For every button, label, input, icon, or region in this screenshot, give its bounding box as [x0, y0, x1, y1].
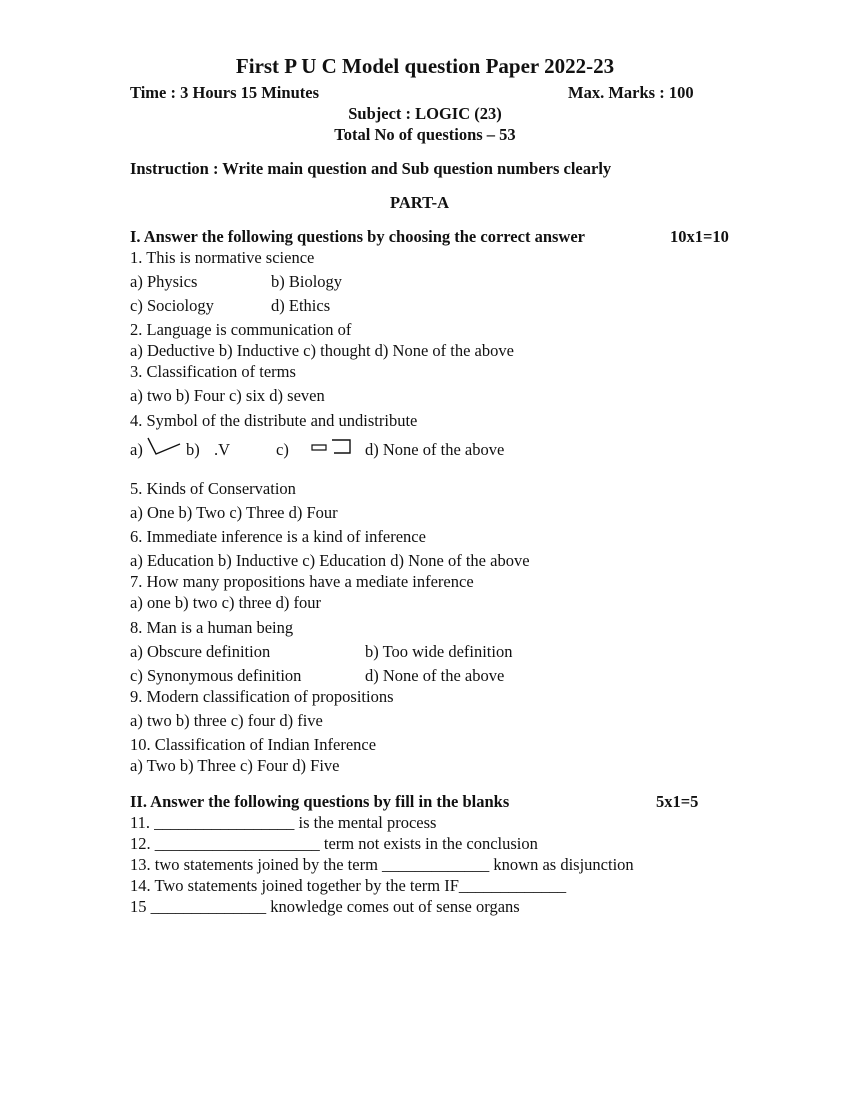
- section2-heading: II. Answer the following questions by fill in the blanks: [130, 792, 510, 811]
- q4-option-b: b): [186, 440, 200, 459]
- q1-option-c: c) Sociology: [130, 296, 214, 315]
- question-14: 14. Two statements joined together by the term IF_____________: [130, 876, 567, 895]
- q8-option-b: b) Too wide definition: [365, 642, 513, 661]
- q10-options: a) Two b) Three c) Four d) Five: [130, 756, 340, 775]
- total-questions: Total No of questions – 53: [334, 125, 516, 144]
- q8-option-c: c) Synonymous definition: [130, 666, 302, 685]
- q6-options: a) Education b) Inductive c) Education d) None of the above: [130, 551, 530, 570]
- undistribute-symbol-icon: [308, 437, 354, 457]
- question-8: 8. Man is a human being: [130, 618, 294, 637]
- question-2: 2. Language is communication of: [130, 320, 352, 339]
- question-9: 9. Modern classification of propositions: [130, 687, 394, 706]
- question-10: 10. Classification of Indian Inference: [130, 735, 377, 754]
- q1-option-a: a) Physics: [130, 272, 198, 291]
- q8-option-d: d) None of the above: [365, 666, 505, 685]
- question-11: 11. _________________ is the mental process: [130, 813, 437, 832]
- section1-heading: I. Answer the following questions by choosing the correct answer: [130, 227, 585, 246]
- q3-options: a) two b) Four c) six d) seven: [130, 386, 325, 405]
- subject-line: Subject : LOGIC (23): [348, 104, 502, 123]
- max-marks: Max. Marks : 100: [568, 83, 694, 102]
- question-6: 6. Immediate inference is a kind of inference: [130, 527, 426, 546]
- question-3: 3. Classification of terms: [130, 362, 296, 381]
- part-heading: PART-A: [390, 193, 450, 212]
- q4-option-c: c): [276, 440, 289, 459]
- question-12: 12. ____________________ term not exists in the conclusion: [130, 834, 538, 853]
- q9-options: a) two b) three c) four d) five: [130, 711, 323, 730]
- q8-option-a: a) Obscure definition: [130, 642, 271, 661]
- question-13: 13. two statements joined by the term _____________ known as disjunction: [130, 855, 634, 874]
- question-4: 4. Symbol of the distribute and undistribute: [130, 411, 418, 430]
- q4-option-d: d) None of the above: [365, 440, 505, 459]
- section2-marks: 5x1=5: [656, 792, 699, 811]
- q4-option-a: a): [130, 440, 143, 459]
- instruction: Instruction : Write main question and Sub question numbers clearly: [130, 159, 612, 178]
- q7-options: a) one b) two c) three d) four: [130, 593, 322, 612]
- question-1: 1. This is normative science: [130, 248, 315, 267]
- question-7: 7. How many propositions have a mediate inference: [130, 572, 474, 591]
- q4-option-b-symbol: .V: [214, 440, 231, 459]
- distribute-symbol-icon: [146, 436, 182, 458]
- q5-options: a) One b) Two c) Three d) Four: [130, 503, 338, 522]
- section1-marks: 10x1=10: [670, 227, 729, 246]
- question-15: 15 ______________ knowledge comes out of sense organs: [130, 897, 520, 916]
- page-title: First P U C Model question Paper 2022-23: [235, 54, 615, 78]
- question-5: 5. Kinds of Conservation: [130, 479, 296, 498]
- q2-options: a) Deductive b) Inductive c) thought d) None of the above: [130, 341, 514, 360]
- q1-option-b: b) Biology: [271, 272, 343, 291]
- q1-option-d: d) Ethics: [271, 296, 331, 315]
- time-allowed: Time : 3 Hours 15 Minutes: [130, 83, 319, 102]
